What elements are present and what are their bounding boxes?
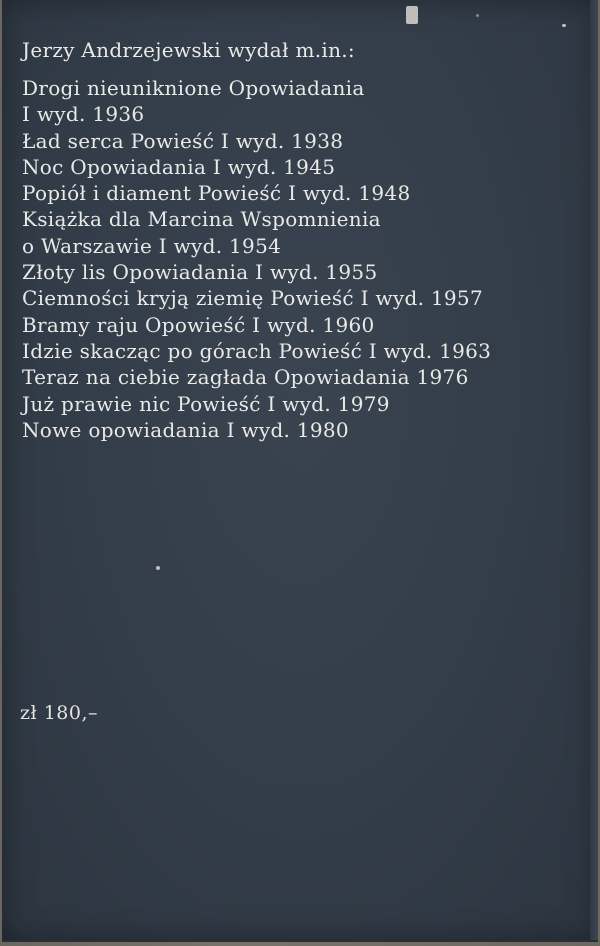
bibliography-block	[22, 37, 582, 443]
cover-wear-mark	[156, 566, 160, 570]
bibliography-line: Popiół i diament Powieść I wyd. 1948	[22, 181, 411, 206]
bibliography-heading: Jerzy Andrzejewski wydał m.in.:	[22, 38, 355, 62]
bibliography-line: Bramy raju Opowieść I wyd. 1960	[22, 312, 375, 337]
cover-edge	[590, 0, 598, 940]
cover-wear-mark	[562, 24, 566, 27]
bibliography-line: Idzie skacząc po górach Powieść I wyd. 1963	[22, 338, 492, 363]
bibliography-line: o Warszawie I wyd. 1954	[22, 233, 282, 258]
cover-wear-mark	[476, 14, 479, 17]
bibliography-line: I wyd. 1936	[22, 102, 145, 127]
bibliography-line: Teraz na ciebie zagłada Opowiadania 1976	[22, 365, 469, 390]
price-label: zł 180,–	[20, 702, 99, 724]
cover-wear-mark	[406, 6, 418, 24]
bibliography-line: Książka dla Marcina Wspomnienia	[22, 207, 381, 232]
bibliography-line: Ciemności kryją ziemię Powieść I wyd. 1957	[22, 286, 483, 311]
bibliography-line: Drogi nieuniknione Opowiadania	[22, 76, 365, 100]
bibliography-line: Noc Opowiadania I wyd. 1945	[22, 154, 336, 179]
bibliography-list	[22, 75, 582, 443]
bibliography-line: Nowe opowiadania I wyd. 1980	[22, 417, 349, 442]
bibliography-line: Ład serca Powieść I wyd. 1938	[22, 128, 344, 153]
book-back-cover	[2, 0, 598, 942]
bibliography-line: Już prawie nic Powieść I wyd. 1979	[22, 391, 390, 416]
bibliography-line: Złoty lis Opowiadania I wyd. 1955	[22, 260, 378, 285]
